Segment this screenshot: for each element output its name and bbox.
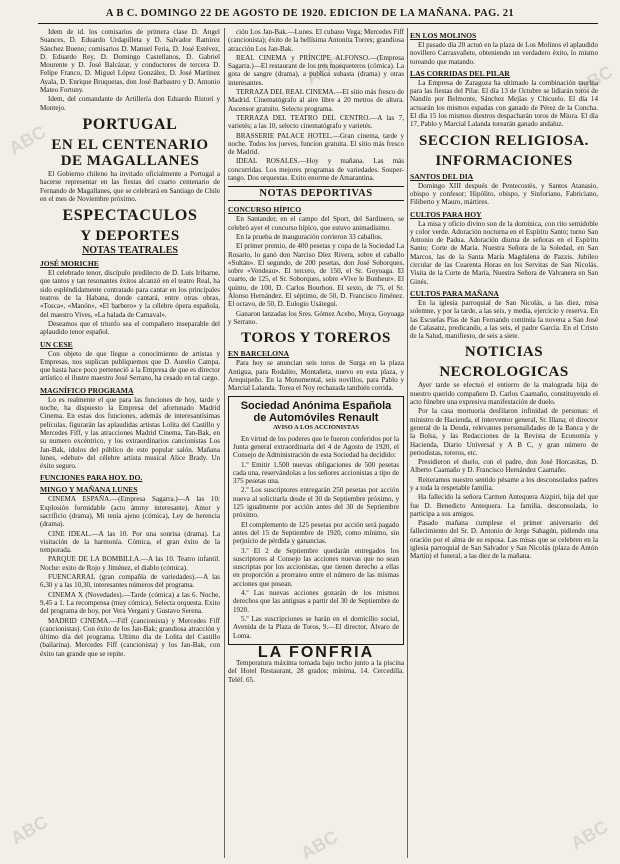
ad-title: Sociedad Anónima Española	[240, 400, 392, 413]
paragraph: El celebrado tenor, discípulo predilecto de D. Luis Iribarne, que tantos y tan resonantes éxitos alcanzó en el teatro Real, ha sido espléndidamente contratado para cantar en los principales teatros de la Habana, donde cantará, entre otras obras, «Tosca», «Manón», «El barbero» y la célebre ópera española, del maestro Vives, «La balada de Carnaval».	[40, 269, 220, 319]
headline-espectaculos: ESPECTACULOS	[62, 207, 198, 225]
paragraph: FUENCARRAL (gran compañía de variedades).—A las 6,30 y a las 10,30, interesantes números del programa.	[40, 573, 220, 590]
paragraph: ción Los Jan-Bak.—Lunes. El cubano Vega; Mercedes Fiff (cancionista); éxito de la bellísima Antonita Torres; grandiosa atracción Los Jan-Bak.	[228, 28, 404, 53]
paragraph: TERRAZA DEL REAL CINEMA.—El sitio más fresco de Madrid. Cinematógrafo al aire libre a 20 metros de altura. Ascensor gratuito. Selecto programa.	[228, 88, 404, 113]
paragraph: La Empresa de Zaragoza ha ultimado la combinación taurina para las fiestas del Pilar. El día 13 de Octubre se lidiarán toros de Nandín por Belmonte, Sánchez Mejías y Chicuelo. El día 14 actuarán los mismos espadas con ganado de Pérez de la Concha. El día 15 los mismos diestros despacharán toros de Miura. El día 17, Pablo y Marcial Lalanda torearán ganado andaluz.	[410, 78, 598, 129]
ad-subtitle: AVISO A LOS ACCIONISTAS	[273, 424, 359, 432]
watermark-abc-6: ABC	[567, 816, 612, 854]
paragraph: En virtud de los poderes que le fueron conferidos por la Junta general extraordinaria del 4 de Agosto de 1920, el Consejo de Administración de esta Sociedad ha decidido:	[233, 434, 399, 460]
paragraph: En la prueba de inauguración corrieron 33 caballos.	[236, 232, 383, 241]
section-heading: CULTOS PARA HOY	[410, 209, 482, 219]
paragraph: Ayer tarde se efectuó el entierro de la malograda hija de nuestro querido compañero D. Carlos Caamaño, constituyendo el acto fúnebre una expresiva manifestación de duelo.	[410, 381, 598, 407]
paragraph: Deseamos que el triunfo sea el compañero inseparable del aplaudido tenor español.	[40, 319, 220, 337]
headline-deportes: Y DEPORTES	[80, 228, 180, 245]
paragraph: CINE IDEAL.—A las 10. Por una sonrisa (drama). La visitación de la harmonía. Cómica, el gran éxito de la temporada.	[40, 529, 220, 555]
paragraph: 1.º Emitir 1.500 nuevas obligaciones de 500 pesetas cada una, reservándolas a los señores accionistas a tipo de 375 pesetas una.	[233, 460, 399, 486]
headline-magallanes: EN EL CENTENARIO DE MAGALLANES	[51, 136, 209, 169]
paragraph: 2.º Los suscriptores entregarán 250 pesetas por acción nueva al solicitarla desde el 30 de Septiembre próximo, y 125 igualmente por acción antes del 30 de Septiembre próximo.	[233, 486, 399, 520]
paragraph: En Santander, en el campo del Sport, del Sardinero, se celebró ayer el concurso hípico, que estuvo animadísimo.	[228, 215, 404, 232]
paragraph: El pasado día 20 actuó en la plaza de Los Molinos el aplaudido novillero Carrasvañete, obteniendo un verdadero éxito, lo mismo toreando que matando.	[410, 41, 598, 66]
paragraph: Con objeto de que llegue a conocimiento de artistas y Empresas, nos suplican publiquemos que D. Aurelio Campa, que hasta hace poco perteneció a la Empresa de que es director artístico el ilustre maestro José Serrano, ha cesado en tal cargo.	[40, 349, 220, 383]
paragraph: En la iglesia parroquial de San Nicolás, a las diez, misa solemne, y por la tarde, a las seis, y media, ejercicio y reserva. En las Escuelas Pías de San Fernando continúa la novena a San José de Calasanz, predicando, a las seis, el padre García. En el Cristo de la Salud, manifiesto, de seis a siete.	[410, 298, 598, 341]
section-heading: MINGO Y MAÑANA LUNES	[40, 485, 138, 495]
paragraph: Idem, del comandante de Artillería don Eduardo Ristori y Montejo.	[40, 95, 220, 112]
section-heading: FUNCIONES PARA HOY. DO.	[40, 473, 143, 483]
paragraph: Idem de id. los comisarios de primera clase D. Ángel Suances, D. Eduardo Urdapilleta y D. Salvador Ramírez Sánchez Bueno; comisarios D. Manuel Feria, D. José Estévez, D. Eduardo Rey, D. Domingo Castellanos, D. Gabriel Mourente y D. José Balcázar, y conductores de tercera D. Felipe Franco, D. Miguel López González, D. José Martínez Ayala, D. Enrique Bruquetas, don José Barbastro y D. Antonio Mateo Fortuny.	[40, 28, 220, 95]
paragraph: Ha fallecido la señora Carmen Antequera Aizpiri, hija del que fue D. Benedicto Antequera. La familia, desconsolada, lo participa a sus amigos.	[410, 493, 598, 518]
headline-portugal: PORTUGAL	[82, 115, 178, 133]
paragraph: 5.º Las suscripciones se harán en el domicilio social, Avenida de la Plaza de Toros, 9.—El director, Álvaro de Loma.	[233, 614, 399, 640]
headline-noticias: NOTICIAS	[464, 344, 544, 361]
watermark-abc-5: ABC	[297, 826, 342, 864]
paragraph: La misa y oficio divino son de la dominica, con rito semidoble y color verde. Adoración nocturna en el Espíritu Santo; turno San Antonio de Padua. Adoración diurna de señoras en el Espíritu Santo; Corte de María. Nuestra Señora de la Soledad, en San Marcos, las de la Santa María Magdalena de Pazzis. Jubileo circular de las Cuarenta Horas en los Servitas de San Nicolás. Visita de la Corte de María, Nuestra Señora de Valvanera en San Ginés.	[410, 219, 598, 286]
paragraph: TERRAZA DEL TEATRO DEL CENTRO.—A las 7, varietés; a las 10, selecto cinematógrafo y varietés.	[228, 113, 404, 131]
paragraph: BRASSERIE PALACE HOTEL.—Gran cinema, tarde y noche. Todos los jueves, funcion gratuita. El sitio más fresco de Madrid.	[228, 131, 404, 157]
headline-seccion-religiosa: SECCION RELIGIOSA.	[419, 132, 589, 149]
paragraph: Por la casa mortuoria desfilaron infinidad de personas: el ministro de Hacienda, el interventor general, Sr. Illana; el director general de la Deuda, relevantes personalidades de la Banca y de la Bolsa, y las Redacciones de la Revista de Economía y Hacienda, Diario Universal y A B C, y gran número de periodistas, toreros, etc.	[410, 407, 598, 457]
paragraph: El primer premio, de 400 pesetas y copa de la Sociedad La Rosario, lo ganó don Narciso Díez Rivera, sobre el caballo «Sultán». El segundo, de 200 pesetas, don José Soborques, sobre «Vendeau». El tercero, de 150, el Sr. Goyoaga. El cuarto, de 125, el Sr. Soborques, sobre «Vive le Bonheur». El quinto, de 100, D. Carlos Bourbon. El sexto, de 75, el Sr. Alonso Hernández. El séptimo, de 50, D. Francisco Jiménez. El octavo, de 50, D. Eulogio Usátegui.	[228, 242, 404, 309]
section-heading: UN CESE	[40, 339, 73, 349]
section-heading: LAS CORRIDAS DEL PILAR	[410, 68, 510, 78]
watermark-abc-4: ABC	[7, 811, 52, 849]
paragraph: 3.º El 2 de Septiembre quedarán entregados los suscriptores al Consejo las acciones nuevas que no sean suscriptas por los accionistas, que tienen derecho a ellas en proporción a prorrateo entre el número de las mismas acciones que posean.	[233, 546, 399, 588]
section-heading: SANTOS DEL DIA	[410, 171, 474, 181]
section-heading: CULTOS PARA MAÑANA	[410, 288, 499, 298]
paragraph: 4.º Las nuevas acciones gozarán de los mismos derechos que las antiguas a partir del 30 de Septiembre de 1920.	[233, 589, 399, 614]
column-divider	[407, 28, 408, 858]
subhead-notas-teatrales: NOTAS TEATRALES	[82, 245, 178, 257]
headline-informaciones: INFORMACIONES	[435, 152, 573, 169]
section-heading: MAGNÍFICO PROGRAMA	[40, 385, 134, 395]
section-heading: EN LOS MOLINOS	[410, 31, 477, 40]
paragraph: PARQUE DE LA BOMBILLA.—A las 10. Teatro infantil. Noche: exito de Rojo y Jiménez, el diablo (cómica).	[40, 555, 220, 572]
column-divider	[224, 28, 225, 858]
paragraph: Ganaron lanzadas los Sres. Gómez Acebo, Moya, Goyoaga y Serrano.	[228, 309, 404, 326]
headline-toros: TOROS Y TOREROS	[241, 330, 391, 347]
paragraph: Presidieron el duelo, con el padre, don José Horcasitas, D. Alberto Caamaño y D. Francisco Hernández Caamaño.	[410, 458, 598, 475]
column-3	[410, 28, 598, 858]
watermark-abc-3: ABC	[572, 61, 617, 99]
column-1	[40, 28, 220, 858]
page-header: A B C. DOMINGO 22 DE AGOSTO DE 1920. EDICION DE LA MAÑANA. PAG. 21	[105, 8, 515, 19]
watermark-abc-1: ABC	[5, 121, 50, 159]
header-rule	[38, 23, 598, 24]
paragraph: Temperatura máxima tomada bajo techo junto a la piscina del Hotel Restaurant, 28 grados; mínima, 14. Cercedilla. Teléf. 65.	[228, 659, 404, 684]
headline-fonfria: LA FONFRIA	[257, 643, 375, 661]
renault-advertisement	[228, 396, 404, 644]
section-heading: CONCURSO HÍPICO	[228, 205, 302, 215]
paragraph: El complemento de 125 pesetas por acción será pagado antes del 15 de Septiembre de 1920, como mínimo, sin perjuicio de pérdida y ganancias.	[233, 520, 399, 546]
paragraph: Reiteramos nuestro sentido pésame a los desconsolados padres y a toda la respetable familia.	[410, 475, 598, 492]
paragraph: IDEAL ROSALES.—Hoy y mañana. Las más concurridas. Los mejores programas de variedades. Souper-tango. Dos orquestas. Exito enorme de Amarantina.	[228, 157, 404, 183]
paragraph: Para hoy se anuncian seis toros de Surga en la plaza Antigua, para Rodalito, Montañeta, nuevo en esta plaza, y Arequipeño. En la Monumental, seis novillos, para Pablo y Marcial Lalanda. Torea el Noy rechazada también corrida.	[228, 359, 404, 393]
paragraph: Domingo XIII después de Pentecostés, y Santos Atanasio, obispo y confesor; Hipólito, obispo, y Sinforiano, Fabriciano, Filiberto y Mauro, mártires.	[410, 181, 598, 207]
paragraph: REAL CINEMA y PRÍNCIPE ALFONSO.—(Empresa Sagarra.)—El restaurant de los tres mosqueteros (cómica). La gota de sangre (drama), a publica subasta (drama) y otras interesantes.	[228, 53, 404, 87]
watermark-abc-2: ABC	[302, 51, 347, 89]
headline-notas-deportivas: NOTAS DEPORTIVAS	[228, 186, 404, 201]
paragraph: CINEMA ESPAÑA.—(Empresa Sagarra.)—A las 10: Explosión formidable (acto ámmy interesante). Amor y sacrificio (drama), Mi tenía ajeno (cómica), Ley de herencia (drama).	[40, 495, 220, 529]
paragraph: Lo es realmente el que para las funciones de hoy, tarde y noche, ha dispuesto la Empresa del afortunado Madrid Cinema. En estas dos funciones, además de interesantísimas películas, figurarán las aplaudidas artistas Lolita del Castillo y Mercedes Fiff, y las atracciones Madrid Cinema, Tan-Bak, en su numero excéntrico, y los extraordinarios cancionistas Los Jan-Bak, ídolos del público de este popular salón. Mañana lunes, «debut» del célebre artista musical Alice Brady. Un éxito seguro.	[40, 395, 220, 471]
section-heading: EN BARCELONA	[228, 349, 289, 359]
paragraph: El Gobierno chileno ha invitado oficialmente a Portugal a hacerse representar en las fiestas del cuarto centenario de Fernando de Magallanes, que se celebrará en Santiago de Chile en el mes de Noviembre próximo.	[40, 169, 220, 203]
section-heading: JOSÉ MORICHE	[40, 259, 99, 269]
paragraph: Pasado mañana cumplese el primer aniversario del fallecimiento del Sr. D. Antonio de Jorge Sahagún, pidiendo una oración por el alma de su esposa. Las misas que se celebren en la iglesia parroquial de San Salvador y San Nicolás (plaza de Antón Martín) el funeral, a las diez de la mañana.	[410, 519, 598, 561]
paragraph: MADRID CINEMA.—Fiff (cancionista) y Mercedes Fiff (cancionistas). Con éxito de los Jan-Bak; grandiosa atracción y último día del programa. Ultimo día de Lolita del Castillo (bailarina). Mercedes Fiff (cancionista) y los Jan-Bak, con éxito tan grande que se repite.	[40, 616, 220, 658]
column-2	[228, 28, 404, 858]
ad-title: de Automóviles Renault	[253, 412, 379, 425]
paragraph: CINEMA X (Novedades).—Tarde (cómica) a las 6. Noche, 9,45 a 1. La recompensa (muy cómica). Selecta orquesta. Exito del programa de hoy, por Vera Vergani y Gustavo Serena.	[40, 590, 220, 616]
headline-necrologicas: NECROLOGICAS	[439, 364, 569, 381]
